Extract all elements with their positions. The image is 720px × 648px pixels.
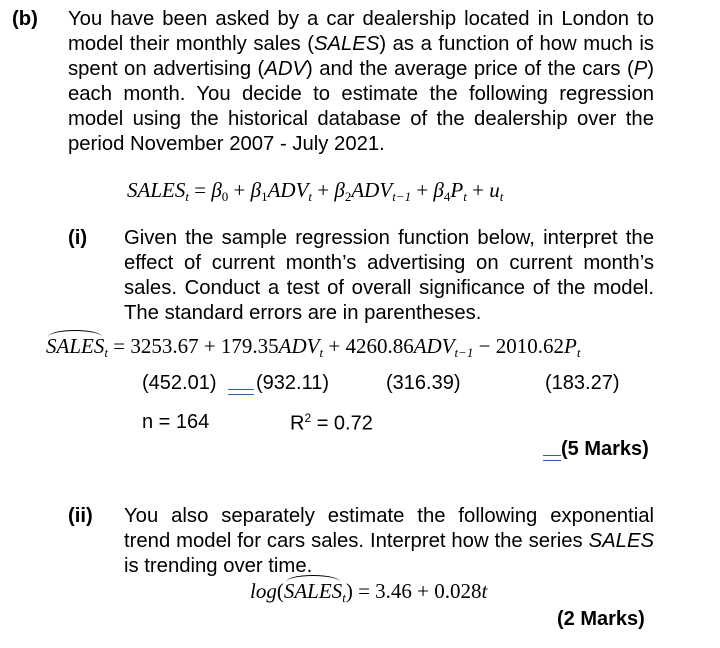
- sample-eq-lhs-sub: t: [104, 345, 108, 360]
- double-underline-mark: [543, 455, 561, 461]
- sample-eq-coef-price: 2010.62: [495, 334, 565, 358]
- part-b-text-2: ) as a function of how much is spent on advertising (: [68, 33, 654, 80]
- se-constant: (452.01): [142, 372, 217, 394]
- pop-eq-price: P: [450, 178, 464, 202]
- part-ii-text-2: is trending over time.: [124, 555, 313, 577]
- trend-eq-intercept: 3.46: [375, 579, 412, 603]
- pop-eq-adv: ADV: [267, 178, 309, 202]
- r-squared: [290, 411, 373, 436]
- trend-eq-var-hat: [284, 579, 342, 604]
- pop-eq-beta1: β: [250, 178, 262, 202]
- pop-eq-lhs: SALES: [127, 178, 186, 202]
- pop-eq-adv-sub: t: [308, 189, 313, 204]
- pop-eq-beta2: β: [334, 178, 345, 202]
- trend-eq-log: log: [250, 579, 277, 603]
- part-b-adv-var: ADV: [264, 58, 307, 80]
- part-b-p-var: P: [633, 58, 648, 80]
- part-ii-sales-var: SALES: [588, 530, 654, 552]
- part-b-paragraph: [68, 7, 654, 157]
- sample-eq-price: P: [564, 334, 577, 358]
- pop-eq-plus3: +: [411, 178, 434, 202]
- se-price: (183.27): [545, 372, 620, 394]
- sample-eq-adv-sub: t: [319, 345, 324, 360]
- part-b-label: (b): [12, 8, 38, 30]
- part-ii-text-1: You also separately estimate the following exponential trend model for cars sales. Interpret how the series: [124, 505, 654, 552]
- sample-eq-adv-lag-sub: t−1: [454, 345, 474, 360]
- se-adv-lag: (316.39): [386, 372, 461, 394]
- r-squared-exponent: 2: [304, 411, 312, 425]
- marks-part-ii: (2 Marks): [557, 608, 645, 630]
- sample-eq-coef-adv-lag: 4260.86: [345, 334, 414, 358]
- sample-eq-adv-lag: ADV: [413, 334, 455, 358]
- sample-eq-plus2: +: [323, 334, 346, 358]
- sample-equation: [46, 334, 580, 361]
- marks-part-i: [543, 438, 649, 461]
- pop-eq-plus2: +: [312, 178, 335, 202]
- sample-eq-adv: ADV: [278, 334, 320, 358]
- trend-eq-open-paren: (: [276, 579, 284, 603]
- pop-eq-adv-lag-sub: t−1: [392, 189, 412, 204]
- part-b-text-1: You have been asked by a car dealership located in London to model their monthly sales (: [68, 8, 654, 55]
- double-underline-mark: [228, 389, 254, 395]
- pop-eq-beta4-sub: 4: [443, 189, 451, 204]
- sample-eq-coef-adv: 179.35: [220, 334, 279, 358]
- part-i-label: (i): [68, 227, 88, 249]
- marks-part-i-text: (5 Marks): [561, 438, 649, 460]
- trend-eq-var-sub: t: [342, 590, 346, 605]
- sample-eq-price-sub: t: [576, 345, 581, 360]
- pop-eq-plus4: +: [466, 178, 490, 202]
- pop-eq-error-sub: t: [499, 189, 504, 204]
- trend-eq-plus: +: [411, 579, 435, 603]
- pop-eq-error: u: [489, 178, 500, 202]
- sample-eq-equals: =: [107, 334, 131, 358]
- trend-eq-close-paren: ): [345, 579, 353, 603]
- trend-equation: [250, 579, 487, 606]
- pop-eq-beta1-sub: 1: [261, 189, 268, 204]
- pop-eq-adv-lag: ADV: [351, 178, 393, 202]
- part-b-text-4: ) each month. You decide to estimate the following regression model using the historical database of the dealership over the period November 2007 - July 2021.: [68, 58, 654, 155]
- sample-eq-plus1: +: [198, 334, 221, 358]
- pop-eq-lhs-sub: t: [185, 189, 189, 204]
- part-b-text-3: ) and the average price of the cars (: [306, 58, 634, 80]
- part-ii-label: (ii): [68, 505, 93, 527]
- sample-eq-minus: −: [473, 334, 496, 358]
- population-equation: [127, 178, 503, 205]
- sample-size: n = 164: [142, 411, 210, 433]
- pop-eq-beta2-sub: 2: [344, 189, 352, 204]
- pop-eq-equals: =: [188, 178, 212, 202]
- sample-eq-lhs: SALES: [46, 334, 105, 358]
- se-adv: [228, 372, 329, 395]
- pop-eq-beta0: β: [211, 178, 222, 202]
- pop-eq-beta4: β: [433, 178, 444, 202]
- pop-eq-price-sub: t: [463, 189, 467, 204]
- r-squared-letter: R: [290, 412, 305, 435]
- part-b-sales-var: SALES: [313, 33, 380, 55]
- trend-eq-equals: =: [352, 579, 376, 603]
- trend-eq-slope: 0.028: [434, 579, 482, 603]
- sample-eq-lhs-hat: [46, 334, 104, 359]
- trend-eq-var: SALES: [283, 579, 343, 603]
- se-adv-value: (932.11): [256, 372, 330, 394]
- pop-eq-plus1: +: [228, 178, 251, 202]
- part-i-text: Given the sample regression function below, interpret the effect of current month’s advertising on current month’s sales. Conduct a test of overall significance of the model. The standard errors are in parentheses.: [124, 227, 654, 324]
- r-squared-value: = 0.72: [311, 412, 373, 435]
- sample-eq-constant: 3253.67: [130, 334, 199, 358]
- trend-eq-time: t: [481, 579, 488, 603]
- part-ii-text: [124, 504, 654, 579]
- pop-eq-beta0-sub: 0: [221, 189, 229, 204]
